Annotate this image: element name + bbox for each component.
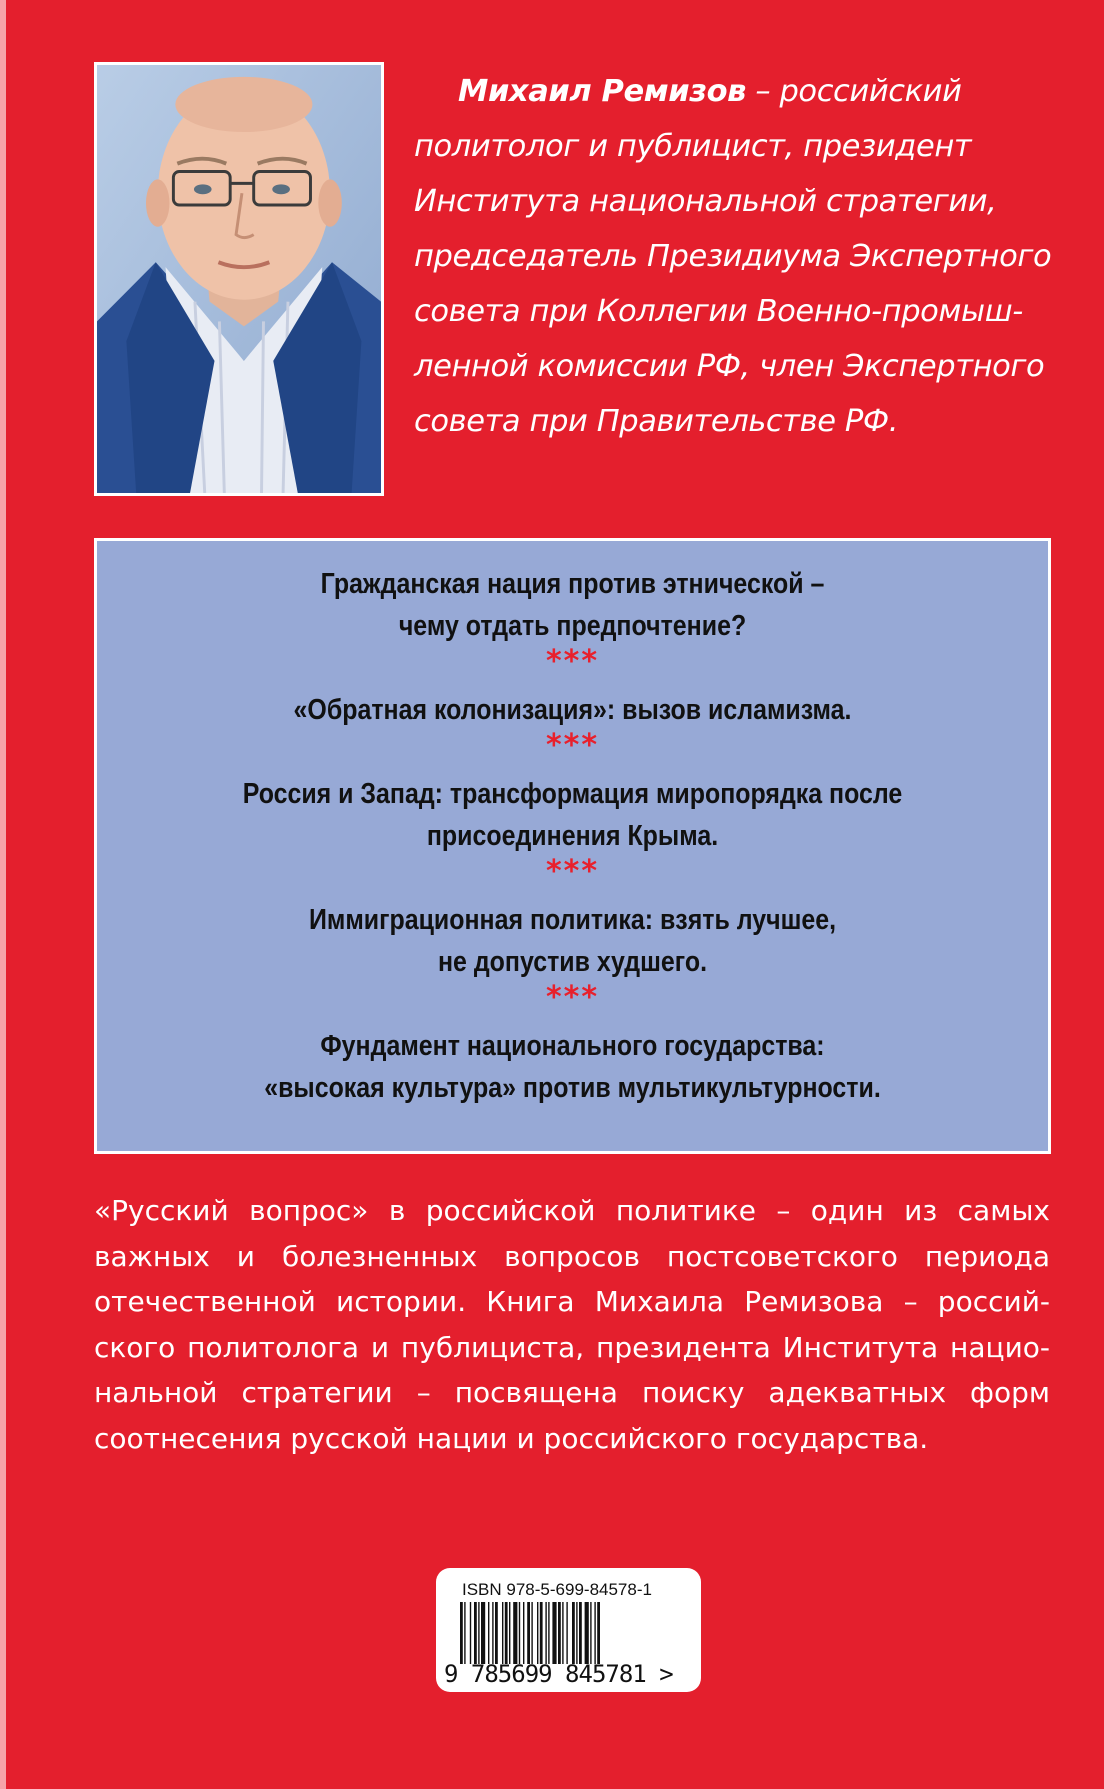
topic-separator: ***	[545, 728, 600, 763]
barcode-digits: 9 785699 845781 >	[444, 1660, 673, 1688]
topic-item: Фундамент национального государства: «высокая культура» против мультикультурности.	[264, 1030, 881, 1104]
bio-line: совета при Правительстве РФ.	[414, 404, 899, 439]
description-line: «Русский вопрос» в российской политике – один из самых	[94, 1194, 1050, 1227]
barcode-bar	[548, 1602, 549, 1664]
topic-separator: ***	[545, 644, 600, 679]
cover-edge	[0, 0, 6, 1789]
barcode-bar	[576, 1602, 577, 1664]
barcode-bar	[513, 1602, 517, 1664]
barcode-bar	[519, 1602, 520, 1664]
bio-line: Института национальной стратегии,	[414, 184, 997, 219]
topics-box	[94, 538, 1051, 1154]
barcode-bar	[502, 1602, 503, 1664]
barcode-bar	[492, 1602, 493, 1664]
barcode-bar	[464, 1602, 465, 1664]
bio-line: Михаил Ремизов – российский	[458, 74, 962, 109]
barcode-bar	[572, 1602, 575, 1664]
barcode-bar	[481, 1602, 485, 1664]
barcode-bar	[531, 1602, 532, 1664]
barcode-bar	[562, 1602, 563, 1664]
bio-line: политолог и публицист, президент	[414, 129, 972, 164]
author-bio	[414, 64, 1064, 449]
barcode-bar	[558, 1602, 561, 1664]
book-description	[94, 1188, 1050, 1461]
barcode-bar	[545, 1602, 546, 1664]
topic-item: «Обратная колонизация»: вызов исламизма.	[293, 694, 852, 726]
barcode-bar	[495, 1602, 498, 1664]
isbn-text: ISBN 978-5-699-84578-1	[462, 1580, 652, 1599]
topic-item: Иммиграционная политика: взять лучшее, не допустив худшего.	[308, 904, 837, 978]
author-name: Михаил Ремизов	[458, 74, 747, 109]
description-line: нальной стратегии – посвящена поиску адекватных форм	[94, 1376, 1050, 1409]
description-line: важных и болезненных вопросов постсоветского периода	[94, 1239, 1050, 1273]
barcode-bar	[590, 1602, 591, 1664]
isbn-barcode	[436, 1568, 701, 1692]
barcode-bar	[478, 1602, 479, 1664]
barcode-bar	[505, 1602, 508, 1664]
topic-separator: ***	[545, 980, 600, 1015]
barcode-bar	[460, 1602, 463, 1664]
barcode-bar	[474, 1602, 477, 1664]
barcode-bar	[597, 1602, 600, 1664]
barcode-bar	[509, 1602, 510, 1664]
author-photo	[94, 62, 384, 496]
barcode-bar	[488, 1602, 489, 1664]
barcode-bar	[540, 1602, 543, 1664]
barcode-bar	[537, 1602, 538, 1664]
barcode-bar	[585, 1602, 589, 1664]
bio-line: ленной комиссии РФ, член Экспертного	[414, 349, 1045, 384]
bio-line: совета при Коллегии Военно-промыш-	[414, 294, 1023, 329]
topic-separator: ***	[545, 854, 600, 889]
description-line: ского политолога и публициста, президента Института нацио-	[94, 1330, 1050, 1364]
barcode-bar	[470, 1602, 471, 1664]
barcode-bar	[566, 1602, 567, 1664]
topic-item: Гражданская нация против этнической – чему отдать предпочтение?	[320, 568, 825, 642]
barcode-bars	[458, 1602, 680, 1664]
barcode-bar	[527, 1602, 530, 1664]
barcode-bar	[552, 1602, 556, 1664]
description-line: отечественной истории. Книга Михаила Ремизова – россий-	[94, 1285, 1050, 1318]
barcode-bar	[523, 1602, 524, 1664]
barcode-bar	[594, 1602, 595, 1664]
topic-item: Россия и Запад: трансформация миропорядка после присоединения Крыма.	[242, 778, 903, 852]
description-line: соотнесения русской нации и российского государства.	[94, 1421, 929, 1455]
bio-line: председатель Президиума Экспертного	[414, 239, 1052, 274]
barcode-bar	[579, 1602, 582, 1664]
